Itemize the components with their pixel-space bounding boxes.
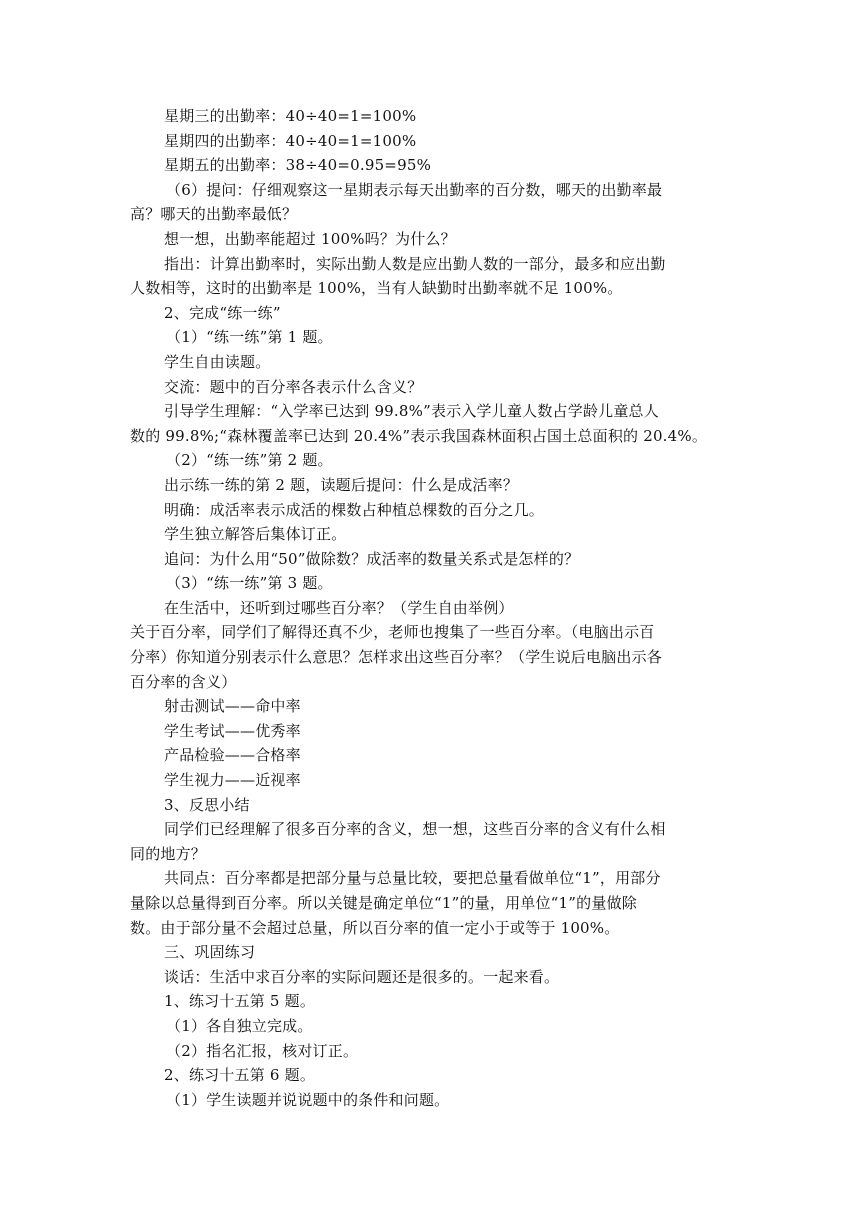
text-line: 2、完成“练一练” bbox=[164, 303, 281, 322]
text-line: 量除以总量得到百分率。所以关键是确定单位“1”的量，用单位“1”的量做除 bbox=[130, 894, 637, 912]
text-line: 指出：计算出勤率时，实际出勤人数是应出勤人数的一部分，最多和应出勤 bbox=[164, 254, 666, 273]
text-line: 同学们已经理解了很多百分率的含义，想一想，这些百分率的含义有什么相 bbox=[164, 820, 666, 839]
text-line: 学生视力——近视率 bbox=[164, 771, 301, 790]
text-line: 射击测试——命中率 bbox=[164, 697, 301, 716]
text-line: 1、练习十五第 5 题。 bbox=[164, 992, 316, 1011]
text-line: 三、巩固练习 bbox=[164, 943, 256, 962]
text-line: （1）学生读题并说说题中的条件和问题。 bbox=[166, 1090, 450, 1109]
text-line: 追问：为什么用“50”做除数？成活率的数量关系式是怎样的？ bbox=[164, 549, 580, 568]
text-line: 2、练习十五第 6 题。 bbox=[164, 1066, 316, 1085]
text-line: （6）提问：仔细观察这一星期表示每天出勤率的百分数，哪天的出勤率最 bbox=[166, 180, 663, 199]
text-line: 共同点：百分率都是把部分量与总量比较，要把总量看做单位“1”，用部分 bbox=[164, 869, 661, 888]
document-body bbox=[130, 104, 740, 1112]
text-line: 明确：成活率表示成活的棵数占种植总棵数的百分之几。 bbox=[164, 500, 545, 519]
text-line: 星期五的出勤率：38÷40=0.95=95% bbox=[164, 156, 432, 175]
text-line: 数。由于部分量不会超过总量，所以百分率的值一定小于或等于 100%。 bbox=[130, 918, 620, 937]
text-line: （1）各自独立完成。 bbox=[166, 1016, 313, 1035]
text-line: 高？哪天的出勤率最低？ bbox=[130, 205, 298, 224]
text-line: 想一想，出勤率能超过 100%吗？为什么？ bbox=[164, 229, 456, 248]
text-line: 学生自由读题。 bbox=[164, 352, 271, 371]
text-line: 星期三的出勤率：40÷40=1=100% bbox=[164, 107, 417, 125]
text-line: 谈话：生活中求百分率的实际问题还是很多的。一起来看。 bbox=[164, 967, 560, 986]
text-line: 分率）你知道分别表示什么意思？怎样求出这些百分率？（学生说后电脑出示各 bbox=[130, 648, 663, 667]
text-line: 引导学生理解：“入学率已达到 99.8%”表示入学儿童人数占学龄儿童总人 bbox=[164, 402, 659, 421]
text-line: 学生独立解答后集体订正。 bbox=[164, 525, 347, 544]
text-line: （1）“练一练”第 1 题。 bbox=[166, 328, 333, 347]
text-line: 百分率的含义） bbox=[130, 672, 237, 691]
text-line: 同的地方？ bbox=[130, 844, 207, 863]
text-line: 关于百分率，同学们了解得还真不少，老师也搜集了一些百分率。（电脑出示百 bbox=[130, 623, 655, 642]
text-line: 产品检验——合格率 bbox=[164, 746, 301, 765]
text-line: 星期四的出勤率：40÷40=1=100% bbox=[164, 131, 417, 150]
text-line: （2）指名汇报，核对订正。 bbox=[166, 1041, 359, 1060]
text-line: 3、反思小结 bbox=[164, 795, 250, 814]
text-line: 学生考试——优秀率 bbox=[164, 721, 301, 740]
text-line: （3）“练一练”第 3 题。 bbox=[166, 574, 333, 593]
text-line: 人数相等，这时的出勤率是 100%，当有人缺勤时出勤率就不足 100%。 bbox=[130, 279, 623, 298]
text-line: 交流：题中的百分率各表示什么含义？ bbox=[164, 377, 423, 396]
text-line: 在生活中，还听到过哪些百分率？（学生自由举例） bbox=[164, 598, 514, 617]
text-line: 出示练一练的第 2 题，读题后提问：什么是成活率？ bbox=[164, 475, 519, 494]
text-line: 数的 99.8%;“森林覆盖率已达到 20.4%”表示我国森林面积占国土总面积的 20.4%。 bbox=[130, 426, 708, 445]
text-line: （2）“练一练”第 2 题。 bbox=[166, 451, 333, 470]
